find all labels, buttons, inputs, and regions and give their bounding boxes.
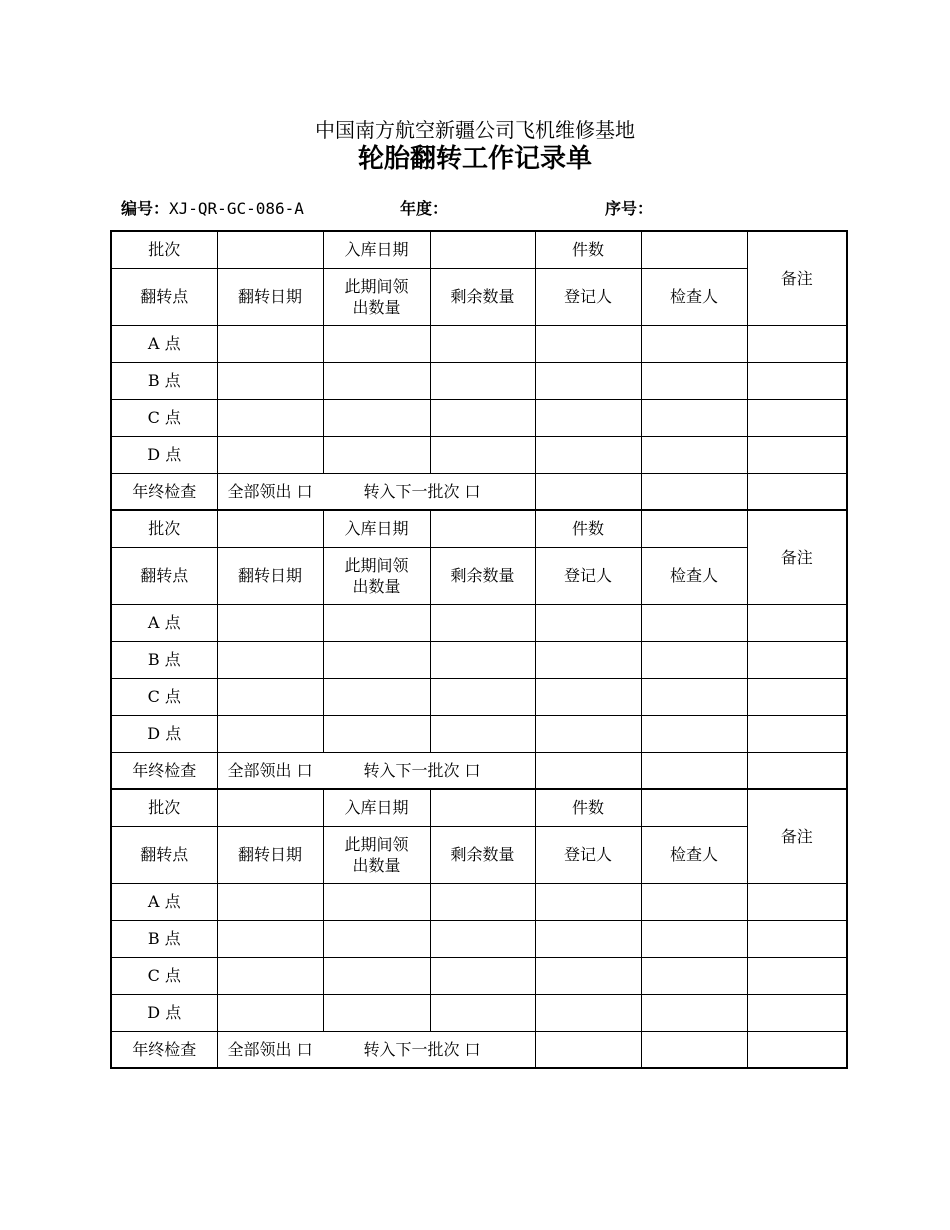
data-cell[interactable] xyxy=(217,678,323,715)
remarks-label: 备注 xyxy=(747,510,847,604)
year-end-check-label: 年终检查 xyxy=(111,1031,217,1068)
period-issued-line1: 此期间领 xyxy=(344,276,409,296)
data-cell[interactable] xyxy=(747,715,847,752)
data-cell[interactable] xyxy=(535,883,641,920)
data-cell[interactable] xyxy=(217,436,323,473)
data-cell[interactable] xyxy=(323,715,430,752)
data-cell[interactable] xyxy=(641,715,747,752)
period-issued-header xyxy=(323,826,430,883)
data-cell[interactable] xyxy=(641,920,747,957)
flip-point-label: C 点 xyxy=(111,399,217,436)
year-end-options xyxy=(217,1031,535,1068)
data-cell[interactable] xyxy=(747,752,847,789)
data-cell[interactable] xyxy=(430,883,535,920)
data-cell[interactable] xyxy=(323,994,430,1031)
remaining-qty-header: 剩余数量 xyxy=(430,547,535,604)
count-label: 件数 xyxy=(535,789,641,826)
data-cell[interactable] xyxy=(641,436,747,473)
data-cell[interactable] xyxy=(323,325,430,362)
period-issued-line2: 出数量 xyxy=(352,576,401,596)
year-end-check-label: 年终检查 xyxy=(111,473,217,510)
data-cell[interactable] xyxy=(641,641,747,678)
flip-point-label: C 点 xyxy=(111,957,217,994)
data-cell[interactable] xyxy=(747,957,847,994)
data-cell[interactable] xyxy=(430,436,535,473)
data-cell[interactable] xyxy=(747,1031,847,1068)
period-issued-header xyxy=(323,547,430,604)
data-cell[interactable] xyxy=(323,678,430,715)
data-cell[interactable] xyxy=(641,957,747,994)
flip-date-header: 翻转日期 xyxy=(217,547,323,604)
batch-input[interactable] xyxy=(217,789,323,826)
data-cell[interactable] xyxy=(430,920,535,957)
data-cell[interactable] xyxy=(641,994,747,1031)
data-cell[interactable] xyxy=(641,399,747,436)
all-issued-checkbox[interactable]: 全部领出 口 xyxy=(227,481,313,501)
data-cell[interactable] xyxy=(535,752,641,789)
data-cell[interactable] xyxy=(535,641,641,678)
data-cell[interactable] xyxy=(747,641,847,678)
storage-date-label: 入库日期 xyxy=(323,510,430,547)
flip-point-label: A 点 xyxy=(111,604,217,641)
data-cell[interactable] xyxy=(323,436,430,473)
form-code-value: XJ-QR-GC-086-A xyxy=(169,199,304,218)
record-block xyxy=(111,510,847,789)
data-cell[interactable] xyxy=(430,994,535,1031)
data-cell[interactable] xyxy=(747,883,847,920)
data-cell[interactable] xyxy=(641,752,747,789)
data-cell[interactable] xyxy=(747,362,847,399)
remaining-qty-header: 剩余数量 xyxy=(430,268,535,325)
all-issued-checkbox[interactable]: 全部领出 口 xyxy=(227,760,313,780)
data-cell[interactable] xyxy=(535,920,641,957)
form-code-label: 编号： xyxy=(121,199,170,218)
year-end-options xyxy=(217,752,535,789)
data-cell[interactable] xyxy=(535,957,641,994)
data-cell[interactable] xyxy=(535,678,641,715)
data-cell[interactable] xyxy=(217,883,323,920)
storage-date-input[interactable] xyxy=(430,789,535,826)
batch-label: 批次 xyxy=(111,231,217,268)
next-batch-checkbox[interactable]: 转入下一批次 口 xyxy=(363,1039,481,1059)
data-cell[interactable] xyxy=(535,604,641,641)
data-cell[interactable] xyxy=(217,994,323,1031)
data-cell[interactable] xyxy=(747,604,847,641)
data-cell[interactable] xyxy=(535,436,641,473)
period-issued-line1: 此期间领 xyxy=(344,555,409,575)
all-issued-checkbox[interactable]: 全部领出 口 xyxy=(227,1039,313,1059)
organization-name: 中国南方航空新疆公司飞机维修基地 xyxy=(315,118,635,142)
storage-date-label: 入库日期 xyxy=(323,789,430,826)
inspector-header: 检查人 xyxy=(641,826,747,883)
data-cell[interactable] xyxy=(535,325,641,362)
data-cell[interactable] xyxy=(323,604,430,641)
flip-point-label: A 点 xyxy=(111,883,217,920)
data-cell[interactable] xyxy=(217,920,323,957)
flip-point-label: D 点 xyxy=(111,436,217,473)
storage-date-input[interactable] xyxy=(430,510,535,547)
data-cell[interactable] xyxy=(641,678,747,715)
next-batch-checkbox[interactable]: 转入下一批次 口 xyxy=(363,760,481,780)
sequence-label: 序号： xyxy=(605,199,654,218)
record-block xyxy=(111,789,847,1068)
count-label: 件数 xyxy=(535,510,641,547)
data-cell[interactable] xyxy=(323,399,430,436)
flip-point-label: D 点 xyxy=(111,994,217,1031)
flip-date-header: 翻转日期 xyxy=(217,268,323,325)
data-cell[interactable] xyxy=(430,715,535,752)
recorder-header: 登记人 xyxy=(535,826,641,883)
data-cell[interactable] xyxy=(641,1031,747,1068)
data-cell[interactable] xyxy=(323,883,430,920)
data-cell[interactable] xyxy=(323,362,430,399)
data-cell[interactable] xyxy=(641,883,747,920)
period-issued-line1: 此期间领 xyxy=(344,834,409,854)
storage-date-label: 入库日期 xyxy=(323,231,430,268)
flip-point-header: 翻转点 xyxy=(111,547,217,604)
count-label: 件数 xyxy=(535,231,641,268)
period-issued-header xyxy=(323,268,430,325)
form-code xyxy=(121,196,304,219)
flip-point-label: A 点 xyxy=(111,325,217,362)
flip-point-label: B 点 xyxy=(111,920,217,957)
period-issued-line2: 出数量 xyxy=(352,855,401,875)
inspector-header: 检查人 xyxy=(641,268,747,325)
data-cell[interactable] xyxy=(217,641,323,678)
flip-point-label: B 点 xyxy=(111,362,217,399)
remarks-label: 备注 xyxy=(747,231,847,325)
data-cell[interactable] xyxy=(430,957,535,994)
flip-point-label: B 点 xyxy=(111,641,217,678)
data-cell[interactable] xyxy=(323,641,430,678)
batch-input[interactable] xyxy=(217,231,323,268)
storage-date-input[interactable] xyxy=(430,231,535,268)
batch-label: 批次 xyxy=(111,789,217,826)
remaining-qty-header: 剩余数量 xyxy=(430,826,535,883)
flip-date-header: 翻转日期 xyxy=(217,826,323,883)
data-cell[interactable] xyxy=(641,362,747,399)
data-cell[interactable] xyxy=(217,399,323,436)
recorder-header: 登记人 xyxy=(535,547,641,604)
data-cell[interactable] xyxy=(430,399,535,436)
year-label: 年度： xyxy=(400,199,449,218)
inspector-header: 检查人 xyxy=(641,547,747,604)
data-cell[interactable] xyxy=(430,678,535,715)
data-cell[interactable] xyxy=(535,399,641,436)
year-end-options xyxy=(217,473,535,510)
flip-point-label: C 点 xyxy=(111,678,217,715)
data-cell[interactable] xyxy=(430,604,535,641)
data-cell[interactable] xyxy=(535,1031,641,1068)
flip-point-header: 翻转点 xyxy=(111,268,217,325)
data-cell[interactable] xyxy=(535,362,641,399)
flip-point-label: D 点 xyxy=(111,715,217,752)
record-block xyxy=(111,231,847,510)
tire-flip-record-table xyxy=(110,230,848,1069)
data-cell[interactable] xyxy=(747,325,847,362)
flip-point-header: 翻转点 xyxy=(111,826,217,883)
remarks-label: 备注 xyxy=(747,789,847,883)
count-input[interactable] xyxy=(641,231,747,268)
data-cell[interactable] xyxy=(535,473,641,510)
data-cell[interactable] xyxy=(430,641,535,678)
data-cell[interactable] xyxy=(747,678,847,715)
data-cell[interactable] xyxy=(747,473,847,510)
data-cell[interactable] xyxy=(217,325,323,362)
next-batch-checkbox[interactable]: 转入下一批次 口 xyxy=(363,481,481,501)
data-cell[interactable] xyxy=(535,715,641,752)
data-cell[interactable] xyxy=(747,920,847,957)
data-cell[interactable] xyxy=(217,362,323,399)
data-cell[interactable] xyxy=(641,604,747,641)
count-input[interactable] xyxy=(641,510,747,547)
data-cell[interactable] xyxy=(430,362,535,399)
data-cell[interactable] xyxy=(641,473,747,510)
data-cell[interactable] xyxy=(430,325,535,362)
data-cell[interactable] xyxy=(323,920,430,957)
batch-label: 批次 xyxy=(111,510,217,547)
data-cell[interactable] xyxy=(217,715,323,752)
data-cell[interactable] xyxy=(747,399,847,436)
batch-input[interactable] xyxy=(217,510,323,547)
data-cell[interactable] xyxy=(323,957,430,994)
data-cell[interactable] xyxy=(535,994,641,1031)
form-title: 轮胎翻转工作记录单 xyxy=(357,144,592,174)
data-cell[interactable] xyxy=(217,604,323,641)
data-cell[interactable] xyxy=(747,436,847,473)
data-cell[interactable] xyxy=(217,957,323,994)
data-cell[interactable] xyxy=(747,994,847,1031)
period-issued-line2: 出数量 xyxy=(352,297,401,317)
count-input[interactable] xyxy=(641,789,747,826)
recorder-header: 登记人 xyxy=(535,268,641,325)
year-end-check-label: 年终检查 xyxy=(111,752,217,789)
data-cell[interactable] xyxy=(641,325,747,362)
